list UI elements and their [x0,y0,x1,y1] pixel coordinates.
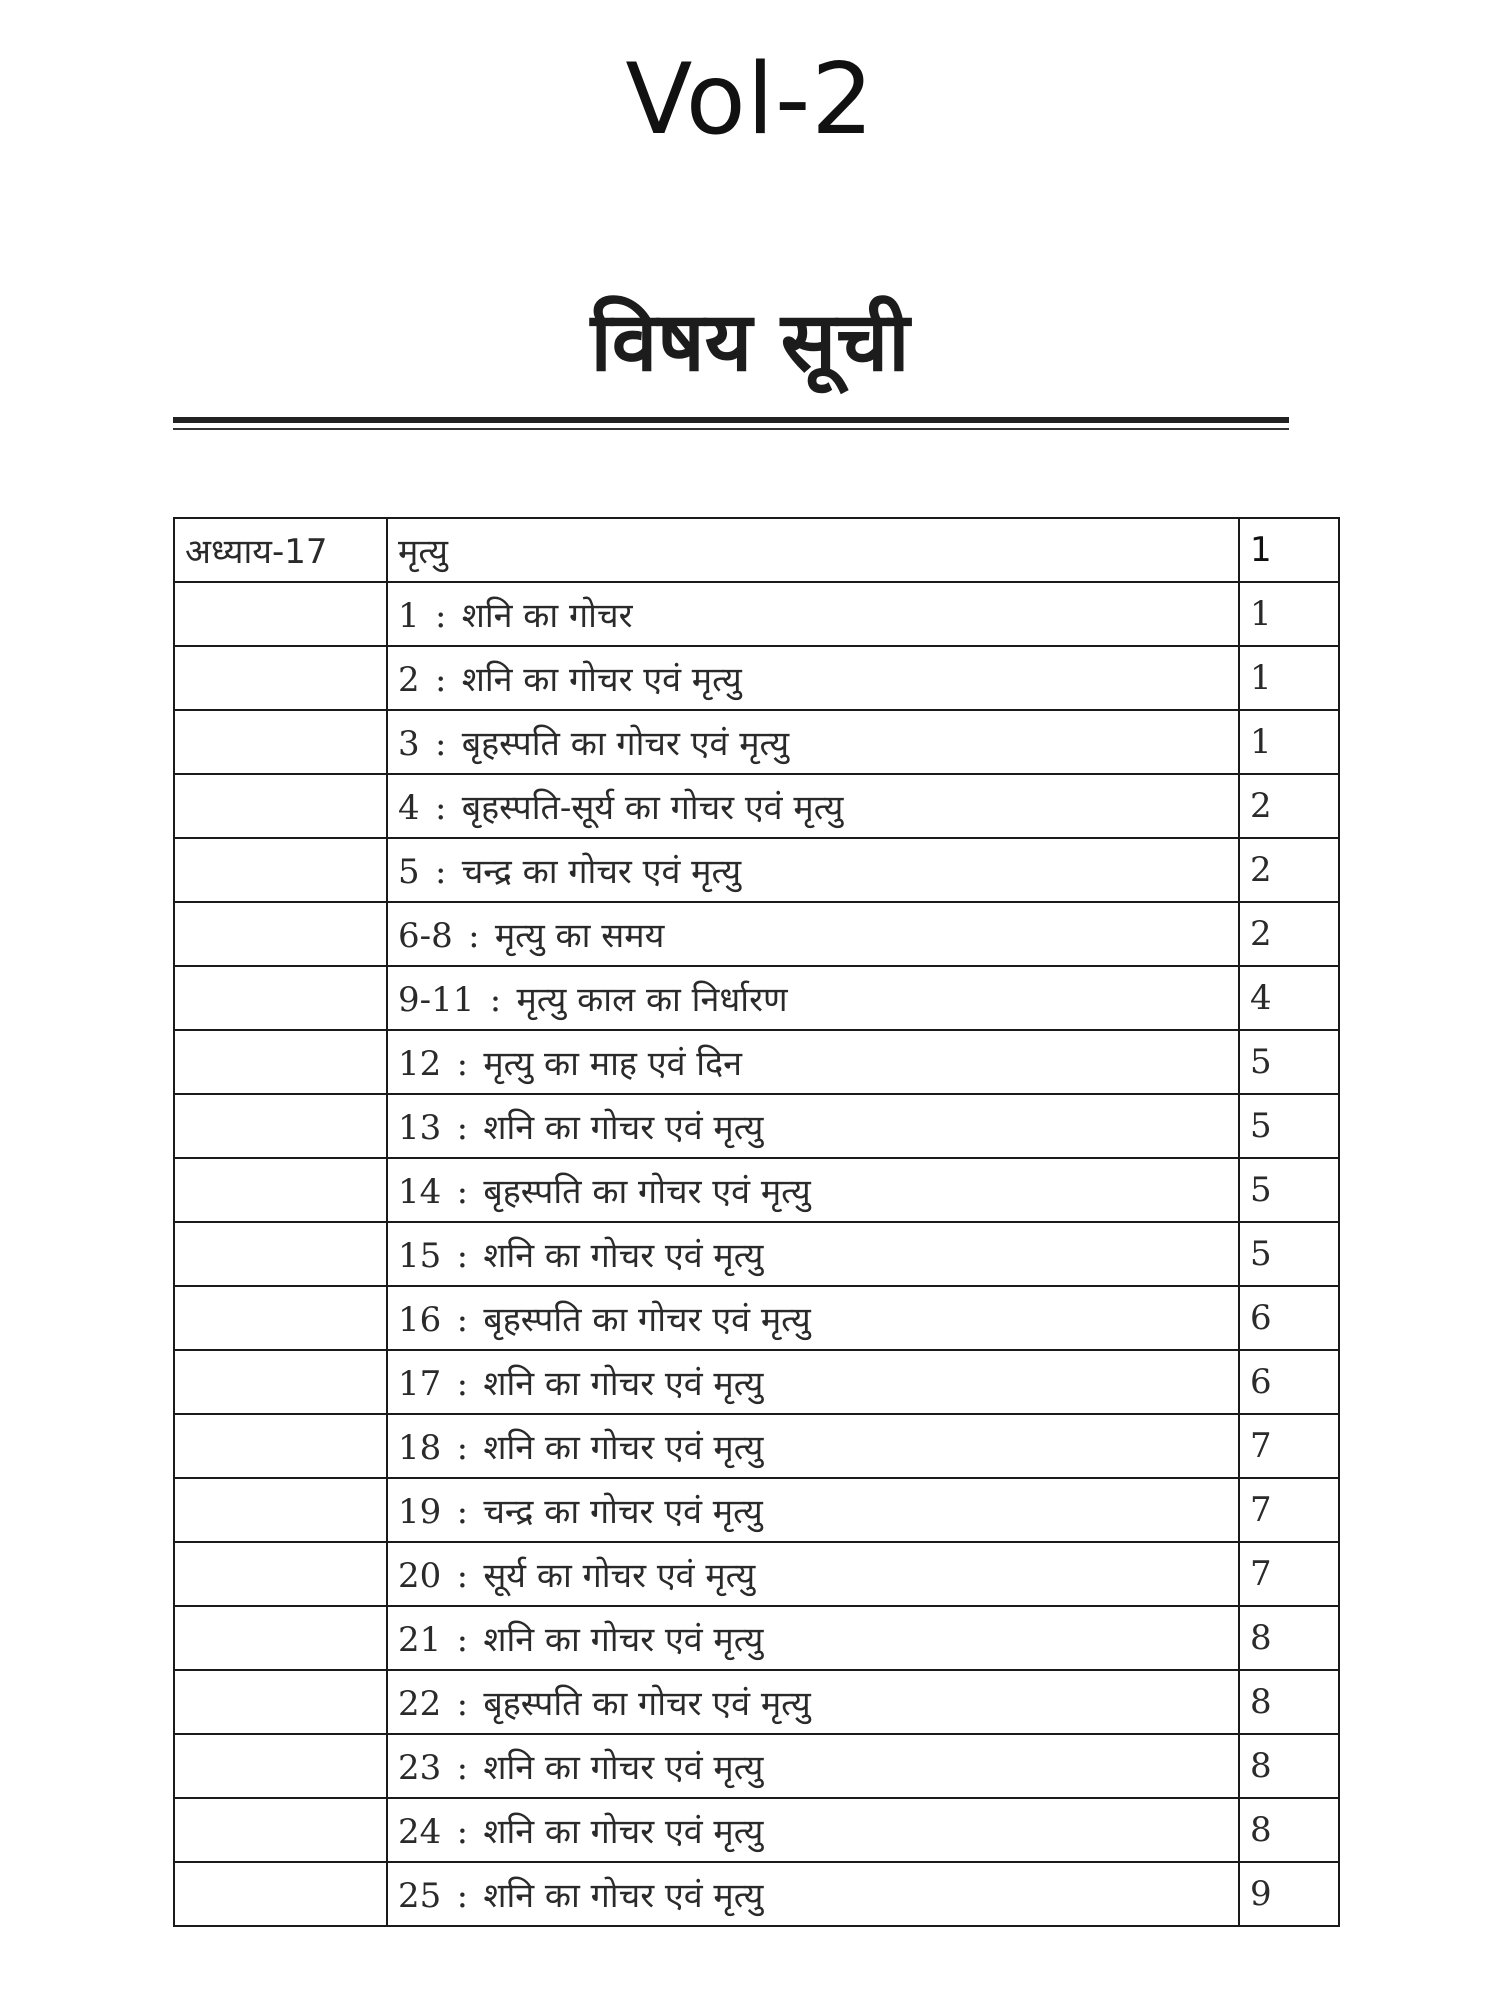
toc-entry-cell [387,838,1239,902]
entry-page: 8 [1239,1606,1339,1670]
toc-entry-cell [387,1414,1239,1478]
entry-text: शनि का गोचर एवं मृत्यु [483,1812,764,1852]
toc-entry-cell [387,1350,1239,1414]
volume-label: Vol-2 [625,43,875,157]
entry-text: बृहस्पति का गोचर एवं मृत्यु [483,1172,811,1212]
toc-chapter-cell [174,1862,387,1926]
toc-entry-cell [387,1158,1239,1222]
entry-page: 5 [1239,1158,1339,1222]
entry-page: 1 [1239,710,1339,774]
entry-separator: : [434,660,447,700]
toc-row [174,966,1339,1030]
toc-chapter-cell [174,838,387,902]
entry-number: 13 [398,1108,442,1148]
entry-page: 5 [1239,1222,1339,1286]
entry-page: 2 [1239,774,1339,838]
toc-row [174,1670,1339,1734]
entry-number: 4 [398,788,420,828]
entry-page: 8 [1239,1670,1339,1734]
entry-page: 6 [1239,1350,1339,1414]
toc-row [174,1606,1339,1670]
toc-chapter-cell [174,1030,387,1094]
toc-row [174,1350,1339,1414]
toc-row [174,1542,1339,1606]
entry-separator: : [456,1556,469,1596]
toc-entry-cell [387,902,1239,966]
toc-entry-cell [387,1606,1239,1670]
entry-separator: : [456,1812,469,1852]
entry-text: शनि का गोचर एवं मृत्यु [483,1620,764,1660]
entry-number: 21 [398,1620,442,1660]
chapter-row [174,518,1339,582]
entry-number: 22 [398,1684,442,1724]
entry-page: 9 [1239,1862,1339,1926]
toc-entry-cell [387,1798,1239,1862]
toc-chapter-cell [174,966,387,1030]
toc-chapter-cell [174,1542,387,1606]
entry-number: 5 [398,852,420,892]
entry-number: 16 [398,1300,442,1340]
toc-row [174,1030,1339,1094]
entry-separator: : [434,788,447,828]
toc-chapter-cell [174,1734,387,1798]
entry-text: शनि का गोचर एवं मृत्यु [483,1876,764,1916]
entry-text: बृहस्पति का गोचर एवं मृत्यु [483,1684,811,1724]
toc-row [174,1286,1339,1350]
entry-number: 12 [398,1044,442,1084]
toc-entry-cell [387,1734,1239,1798]
entry-separator: : [456,1108,469,1148]
entry-number: 17 [398,1364,442,1404]
toc-entry-cell [387,710,1239,774]
entry-page: 7 [1239,1542,1339,1606]
toc-entry-cell [387,774,1239,838]
entry-separator: : [489,980,502,1020]
entry-text: शनि का गोचर एवं मृत्यु [483,1748,764,1788]
entry-separator: : [456,1300,469,1340]
toc-chapter-cell [174,1414,387,1478]
entry-text: शनि का गोचर एवं मृत्यु [483,1364,764,1404]
entry-page: 6 [1239,1286,1339,1350]
entry-number: 3 [398,724,420,764]
toc-row [174,1414,1339,1478]
entry-text: शनि का गोचर एवं मृत्यु [483,1236,764,1276]
toc-entry-cell [387,1478,1239,1542]
toc-chapter-cell [174,1158,387,1222]
toc-row [174,710,1339,774]
entry-text: बृहस्पति का गोचर एवं मृत्यु [461,724,790,764]
toc-row [174,1798,1339,1862]
contents-table [173,517,1340,1927]
entry-page: 5 [1239,1094,1339,1158]
entry-page: 7 [1239,1478,1339,1542]
entry-text: मृत्यु का समय [494,916,665,956]
entry-page: 7 [1239,1414,1339,1478]
entry-page: 2 [1239,902,1339,966]
toc-chapter-cell [174,774,387,838]
entry-page: 1 [1239,582,1339,646]
toc-entry-cell [387,1094,1239,1158]
entry-separator: : [456,1428,469,1468]
entry-text: सूर्य का गोचर एवं मृत्यु [483,1556,756,1596]
toc-chapter-cell [174,1094,387,1158]
chapter-label: अध्याय-17 [174,518,387,582]
toc-entry-cell [387,1670,1239,1734]
entry-separator: : [434,852,447,892]
entry-page: 8 [1239,1734,1339,1798]
toc-row [174,1734,1339,1798]
entry-number: 25 [398,1876,442,1916]
toc-row [174,582,1339,646]
chapter-page: 1 [1239,518,1339,582]
entry-page: 4 [1239,966,1339,1030]
entry-text: शनि का गोचर एवं मृत्यु [483,1108,764,1148]
entry-text: मृत्यु काल का निर्धारण [516,980,788,1020]
toc-chapter-cell [174,582,387,646]
toc-chapter-cell [174,1286,387,1350]
entry-separator: : [456,1364,469,1404]
entry-number: 9-11 [398,980,475,1020]
entry-number: 14 [398,1172,442,1212]
toc-row [174,1094,1339,1158]
toc-row [174,1478,1339,1542]
toc-entry-cell [387,1286,1239,1350]
toc-chapter-cell [174,1478,387,1542]
entry-number: 6-8 [398,916,453,956]
entry-separator: : [434,596,447,636]
toc-entry-cell [387,1030,1239,1094]
entry-number: 23 [398,1748,442,1788]
entry-text: चन्द्र का गोचर एवं मृत्यु [461,852,742,892]
toc-entry-cell [387,582,1239,646]
entry-number: 1 [398,596,420,636]
entry-text: शनि का गोचर एवं मृत्यु [483,1428,764,1468]
toc-entry-cell [387,1542,1239,1606]
entry-separator: : [468,916,480,956]
toc-chapter-cell [174,902,387,966]
toc-row [174,902,1339,966]
toc-entry-cell [387,1222,1239,1286]
entry-text: बृहस्पति-सूर्य का गोचर एवं मृत्यु [461,788,844,828]
entry-text: बृहस्पति का गोचर एवं मृत्यु [483,1300,811,1340]
toc-entry-cell [387,646,1239,710]
toc-chapter-cell [174,646,387,710]
toc-row [174,838,1339,902]
entry-separator: : [456,1684,469,1724]
entry-page: 2 [1239,838,1339,902]
entry-separator: : [434,724,447,764]
toc-chapter-cell [174,1606,387,1670]
entry-separator: : [456,1876,469,1916]
toc-row [174,1158,1339,1222]
entry-number: 18 [398,1428,442,1468]
entry-separator: : [456,1236,469,1276]
entry-number: 15 [398,1236,442,1276]
entry-text: शनि का गोचर एवं मृत्यु [461,660,742,700]
entry-text: चन्द्र का गोचर एवं मृत्यु [483,1492,763,1532]
entry-separator: : [456,1748,469,1788]
toc-chapter-cell [174,710,387,774]
toc-row [174,774,1339,838]
toc-row [174,646,1339,710]
entry-separator: : [456,1172,469,1212]
chapter-title: मृत्यु [387,518,1239,582]
toc-chapter-cell [174,1670,387,1734]
title-rule-thick [173,417,1289,423]
entry-page: 1 [1239,646,1339,710]
toc-row [174,1222,1339,1286]
entry-text: शनि का गोचर [461,596,633,636]
toc-row [174,1862,1339,1926]
entry-number: 24 [398,1812,442,1852]
title-rule-thin [173,428,1289,430]
entry-number: 19 [398,1492,442,1532]
toc-chapter-cell [174,1798,387,1862]
entry-separator: : [456,1620,469,1660]
entry-page: 8 [1239,1798,1339,1862]
entry-number: 20 [398,1556,442,1596]
toc-chapter-cell [174,1350,387,1414]
toc-entry-cell [387,966,1239,1030]
entry-text: मृत्यु का माह एवं दिन [483,1044,743,1084]
entry-number: 2 [398,660,420,700]
page-title: विषय सूची [590,295,910,390]
entry-separator: : [456,1492,469,1532]
entry-page: 5 [1239,1030,1339,1094]
toc-chapter-cell [174,1222,387,1286]
entry-separator: : [456,1044,469,1084]
toc-entry-cell [387,1862,1239,1926]
